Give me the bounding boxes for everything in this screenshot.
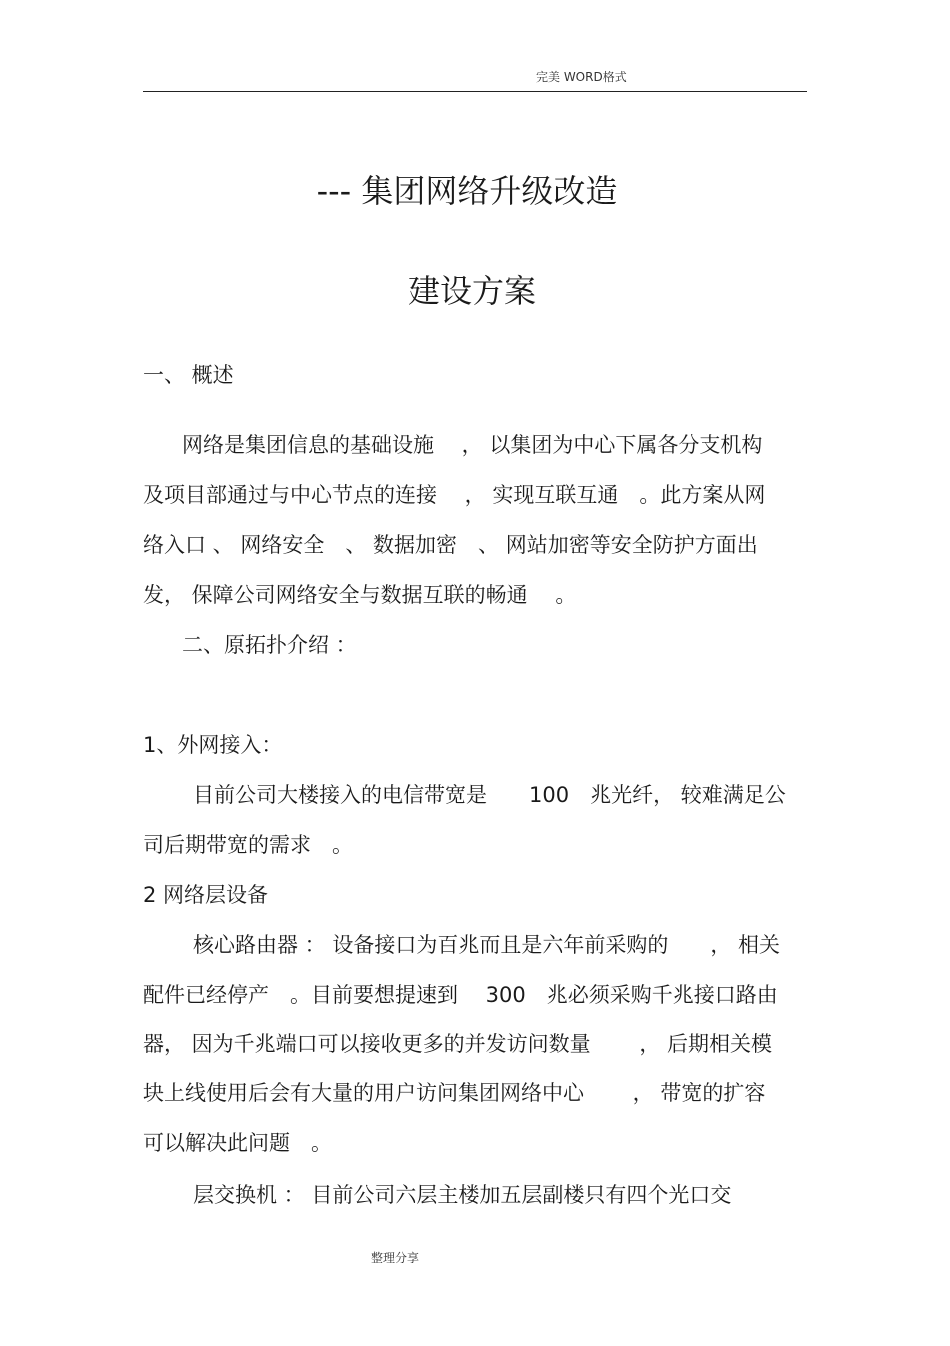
header-text: 完美 WORD格式 xyxy=(536,70,627,84)
subheading-network-devices: 2 网络层设备 xyxy=(143,883,269,907)
para3-line1: 核心路由器 ： 设备接口为百兆而且是六年前采购的 ， 相关 xyxy=(193,933,781,957)
subheading-external-network: 1、外网接入： xyxy=(143,733,283,757)
para3-line5: 可以解决此问题 。 xyxy=(143,1131,332,1155)
para1-line1: 网络是集团信息的基础设施 ， 以集团为中心下属各分支机构 xyxy=(182,433,763,457)
para2-line2: 司后期带宽的需求 。 xyxy=(143,833,353,857)
doc-title-line2: 建设方案 xyxy=(407,272,536,310)
header-rule xyxy=(143,91,807,92)
para4-line1: 层交换机 ： 目前公司六层主楼加五层副楼只有四个光口交 xyxy=(193,1183,732,1207)
section-heading-topology: 二、原拓扑介绍 ： xyxy=(182,633,357,657)
para3-line3: 器， 因为千兆端口可以接收更多的并发访问数量 ， 后期相关模 xyxy=(143,1032,773,1056)
section-heading-overview: 一、 概述 xyxy=(143,363,234,387)
para1-line3: 络入口 、 网络安全 、 数据加密 、 网站加密等安全防护方面出 xyxy=(143,533,758,557)
para1-line4: 发， 保障公司网络安全与数据互联的畅通 。 xyxy=(143,583,577,607)
para2-line1: 目前公司大楼接入的电信带宽是 100 兆光纤， 较难满足公 xyxy=(193,783,786,807)
doc-title-line1: --- 集团网络升级改造 xyxy=(316,172,618,210)
para3-line4: 块上线使用后会有大量的用户访问集团网络中心 ， 带宽的扩容 xyxy=(143,1081,766,1105)
page-footer: 整理分享 xyxy=(370,1251,419,1265)
para3-line2: 配件已经停产 。目前要想提速到 300 兆必须采购千兆接口路由 xyxy=(143,983,778,1007)
para1-line2: 及项目部通过与中心节点的连接 ， 实现互联互通 。此方案从网 xyxy=(143,483,766,507)
